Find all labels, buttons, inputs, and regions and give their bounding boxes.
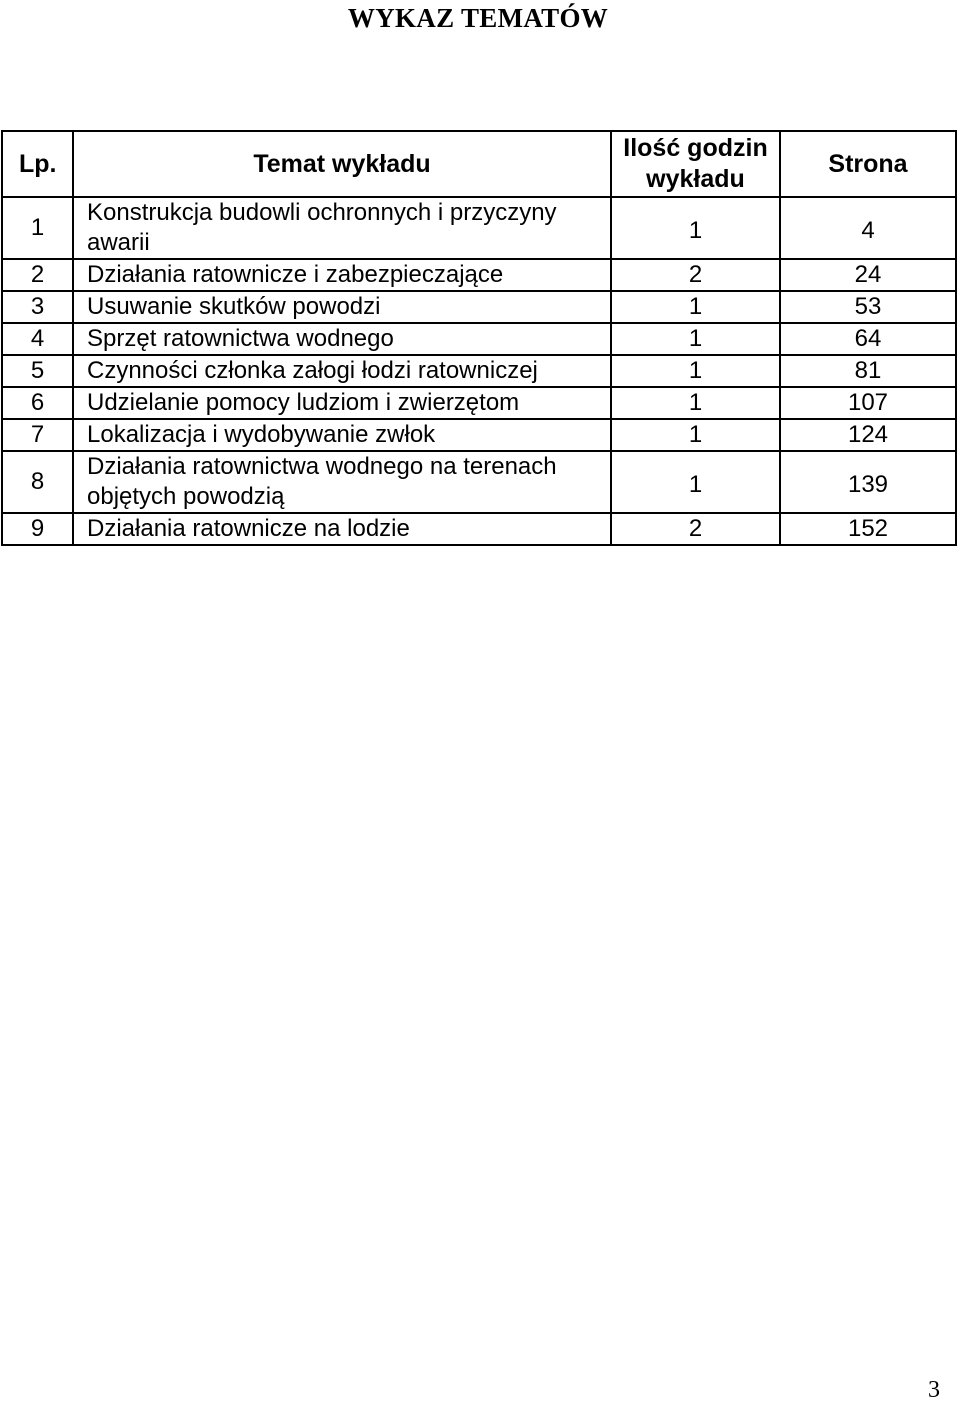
row-hours: 1	[611, 387, 780, 419]
row-lp: 2	[2, 259, 73, 291]
row-page: 53	[780, 291, 956, 323]
row-page: 139	[780, 451, 956, 513]
table-row	[2, 513, 956, 545]
topics-table	[1, 130, 957, 546]
row-lp: 1	[2, 197, 73, 259]
row-page: 64	[780, 323, 956, 355]
table-row	[2, 387, 956, 419]
row-hours: 1	[611, 323, 780, 355]
table-row	[2, 419, 956, 451]
row-lp: 3	[2, 291, 73, 323]
table-row	[2, 323, 956, 355]
row-topic-line2: objętych powodzią	[87, 483, 285, 510]
row-hours: 2	[611, 513, 780, 545]
row-hours: 1	[611, 355, 780, 387]
row-lp: 6	[2, 387, 73, 419]
row-hours: 1	[611, 291, 780, 323]
table-row	[2, 259, 956, 291]
row-page: 24	[780, 259, 956, 291]
row-topic: Działania ratownicze na lodzie	[73, 513, 611, 545]
header-topic: Temat wykładu	[73, 131, 611, 197]
table-row	[2, 197, 956, 259]
page-title: WYKAZ TEMATÓW	[347, 3, 609, 33]
page-number: 3	[928, 1377, 940, 1403]
row-page: 124	[780, 419, 956, 451]
row-lp: 5	[2, 355, 73, 387]
row-topic: Sprzęt ratownictwa wodnego	[73, 323, 611, 355]
row-page: 4	[780, 197, 956, 259]
table-row	[2, 291, 956, 323]
row-hours: 1	[611, 419, 780, 451]
row-page: 81	[780, 355, 956, 387]
header-hours-line2: wykładu	[646, 165, 745, 193]
row-lp: 9	[2, 513, 73, 545]
row-topic: Lokalizacja i wydobywanie zwłok	[73, 419, 611, 451]
header-hours	[611, 131, 780, 197]
row-topic-line1: Działania ratownictwa wodnego na terenach	[87, 453, 557, 480]
row-topic: Usuwanie skutków powodzi	[73, 291, 611, 323]
row-topic	[73, 451, 611, 513]
row-hours: 1	[611, 197, 780, 259]
row-page: 152	[780, 513, 956, 545]
row-topic-line2: awarii	[87, 229, 150, 256]
header-lp: Lp.	[2, 131, 73, 197]
row-lp: 8	[2, 451, 73, 513]
row-lp: 7	[2, 419, 73, 451]
table-header-row	[2, 131, 956, 197]
row-topic: Działania ratownicze i zabezpieczające	[73, 259, 611, 291]
header-page: Strona	[780, 131, 956, 197]
table-row	[2, 355, 956, 387]
row-topic-line1: Konstrukcja budowli ochronnych i przyczyny	[87, 199, 557, 226]
table-row	[2, 451, 956, 513]
row-lp: 4	[2, 323, 73, 355]
row-page: 107	[780, 387, 956, 419]
row-topic	[73, 197, 611, 259]
row-hours: 2	[611, 259, 780, 291]
row-topic: Czynności członka załogi łodzi ratowniczej	[73, 355, 611, 387]
header-hours-line1: Ilość godzin	[623, 134, 768, 162]
row-topic: Udzielanie pomocy ludziom i zwierzętom	[73, 387, 611, 419]
row-hours: 1	[611, 451, 780, 513]
